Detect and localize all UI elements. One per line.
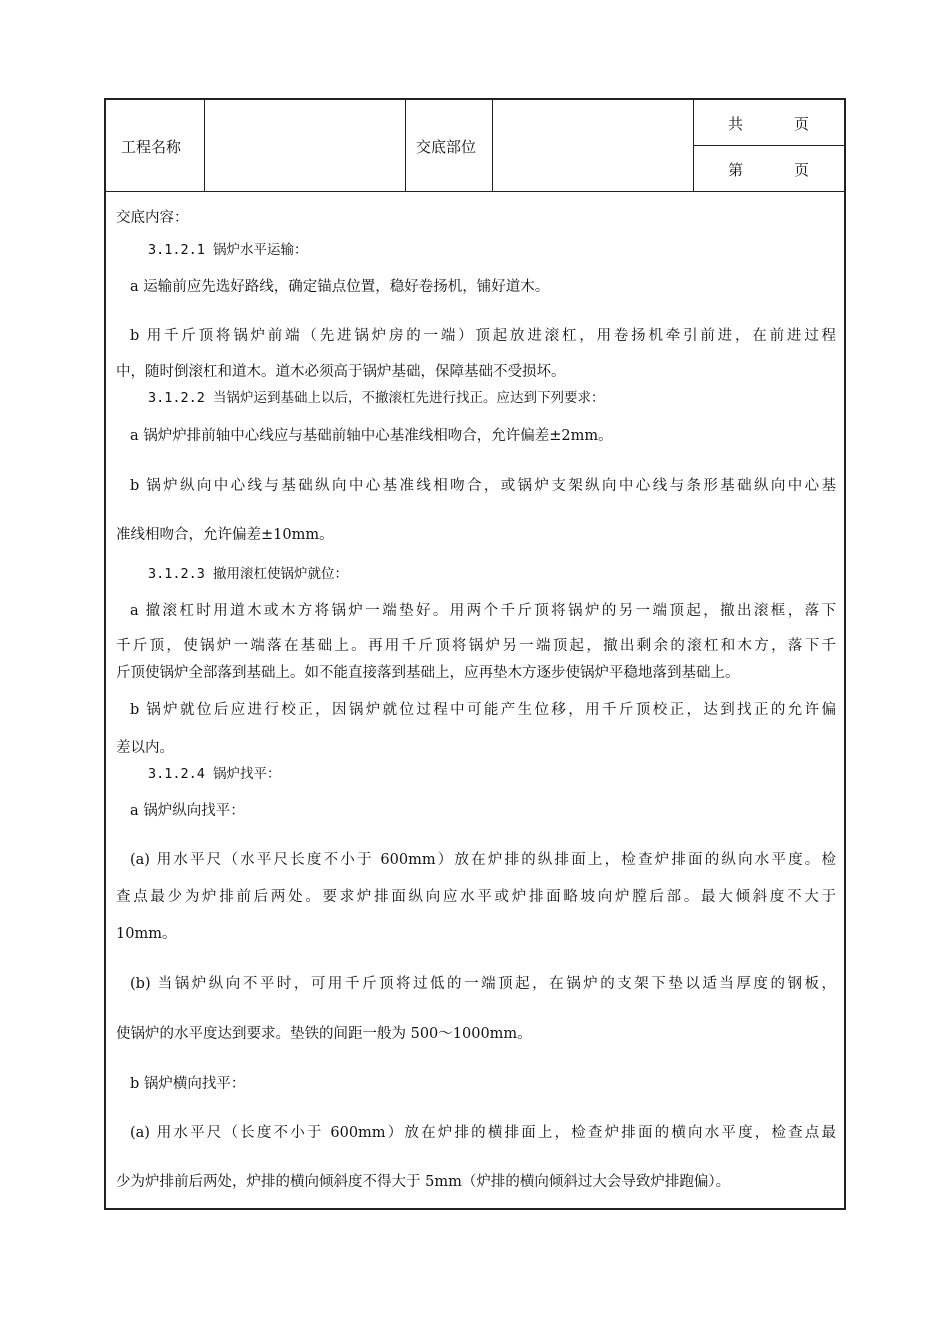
content-heading: 交底内容： xyxy=(116,210,189,226)
section-3-1-2-4-b-a-line2: 少为炉排前后两处，炉排的横向倾斜度不得大于 5mm（炉排的横向倾斜过大会导致炉排跑偏）。 xyxy=(116,1174,731,1190)
header-divider xyxy=(106,191,846,192)
section-3-1-2-2-a: a 锅炉炉排前轴中心线应与基础前轴中心基准线相吻合，允许偏差±2mm。 xyxy=(130,428,613,444)
disclosure-part-label: 交底部位 xyxy=(416,138,477,156)
section-3-1-2-1-a: a 运输前应先选好路线，确定锚点位置，稳好卷扬机，铺好道木。 xyxy=(130,279,550,295)
section-3-1-2-4-a-b-line2: 使锅炉的水平度达到要求。垫铁的间距一般为 500～1000mm。 xyxy=(116,1026,532,1042)
section-3-1-2-4-b: b 锅炉横向找平： xyxy=(130,1076,246,1092)
section-3-1-2-3-a-line2: 千斤顶，使锅炉一端落在基础上。再用千斤顶将锅炉另一端顶起，撤出剩余的滚杠和木方，落下千 xyxy=(116,638,836,654)
section-3-1-2-3-title: 3.1.2.3 撤用滚杠使锅炉就位： xyxy=(148,566,349,582)
section-3-1-2-4-a-b-line1: (b) 当锅炉纵向不平时，可用千斤顶将过低的一端顶起，在锅炉的支架下垫以适当厚度的钢板， xyxy=(130,976,836,992)
section-3-1-2-2-b-line2: 准线相吻合，允许偏差±10mm。 xyxy=(116,527,334,543)
section-3-1-2-3-b-line2: 差以内。 xyxy=(116,740,174,756)
page-number-label: 第 xyxy=(728,161,744,179)
section-3-1-2-3-a-line3: 斤顶使锅炉全部落到基础上。如不能直接落到基础上，应再垫木方逐步使锅炉平稳地落到基础上。 xyxy=(116,665,740,681)
section-3-1-2-4-a: a 锅炉纵向找平： xyxy=(130,803,245,819)
page-number-unit: 页 xyxy=(794,161,810,179)
total-pages-unit: 页 xyxy=(794,115,810,133)
project-name-label: 工程名称 xyxy=(121,138,182,156)
section-3-1-2-1-b-line2: 中，随时倒滚杠和道木。道木必须高于锅炉基础，保障基础不受损坏。 xyxy=(116,364,566,380)
project-name-value[interactable] xyxy=(206,100,404,190)
section-3-1-2-2-title: 3.1.2.2 当锅炉运到基础上以后，不撤滚杠先进行找正。应达到下列要求： xyxy=(148,390,605,406)
section-3-1-2-4-b-a-line1: (a) 用水平尺（长度不小于 600mm）放在炉排的横排面上，检查炉排面的横向水平度，检查点最 xyxy=(130,1125,836,1141)
section-3-1-2-1-title: 3.1.2.1 锅炉水平运输： xyxy=(148,242,308,258)
total-pages-label: 共 xyxy=(728,115,744,133)
header-col-divider-2 xyxy=(405,100,406,192)
section-3-1-2-4-a-a-line2: 查点最少为炉排前后两处。要求炉排面纵向应水平或炉排面略坡向炉膛后部。最大倾斜度不大于 xyxy=(116,889,836,905)
section-3-1-2-4-a-a-line1: (a) 用水平尺（水平尺长度不小于 600mm）放在炉排的纵排面上，检查炉排面的纵向水平度。检 xyxy=(130,852,836,868)
header-col-divider-4 xyxy=(693,100,694,192)
header-col-divider-1 xyxy=(204,100,205,192)
section-3-1-2-4-a-a-line3: 10mm。 xyxy=(116,926,177,942)
page-count-divider xyxy=(693,145,846,146)
section-3-1-2-4-title: 3.1.2.4 锅炉找平： xyxy=(148,766,281,782)
section-3-1-2-3-a-line1: a 撤滚杠时用道木或木方将锅炉一端垫好。用两个千斤顶将锅炉的另一端顶起，撤出滚框，落下 xyxy=(130,603,836,619)
disclosure-part-value[interactable] xyxy=(493,100,691,190)
section-3-1-2-1-b-line1: b 用千斤顶将锅炉前端（先进锅炉房的一端）顶起放进滚杠，用卷扬机牵引前进，在前进过程 xyxy=(130,328,836,344)
section-3-1-2-2-b-line1: b 锅炉纵向中心线与基础纵向中心基准线相吻合，或锅炉支架纵向中心线与条形基础纵向中心基 xyxy=(130,478,836,494)
section-3-1-2-3-b-line1: b 锅炉就位后应进行校正，因锅炉就位过程中可能产生位移，用千斤顶校正，达到找正的允许偏 xyxy=(130,702,836,718)
